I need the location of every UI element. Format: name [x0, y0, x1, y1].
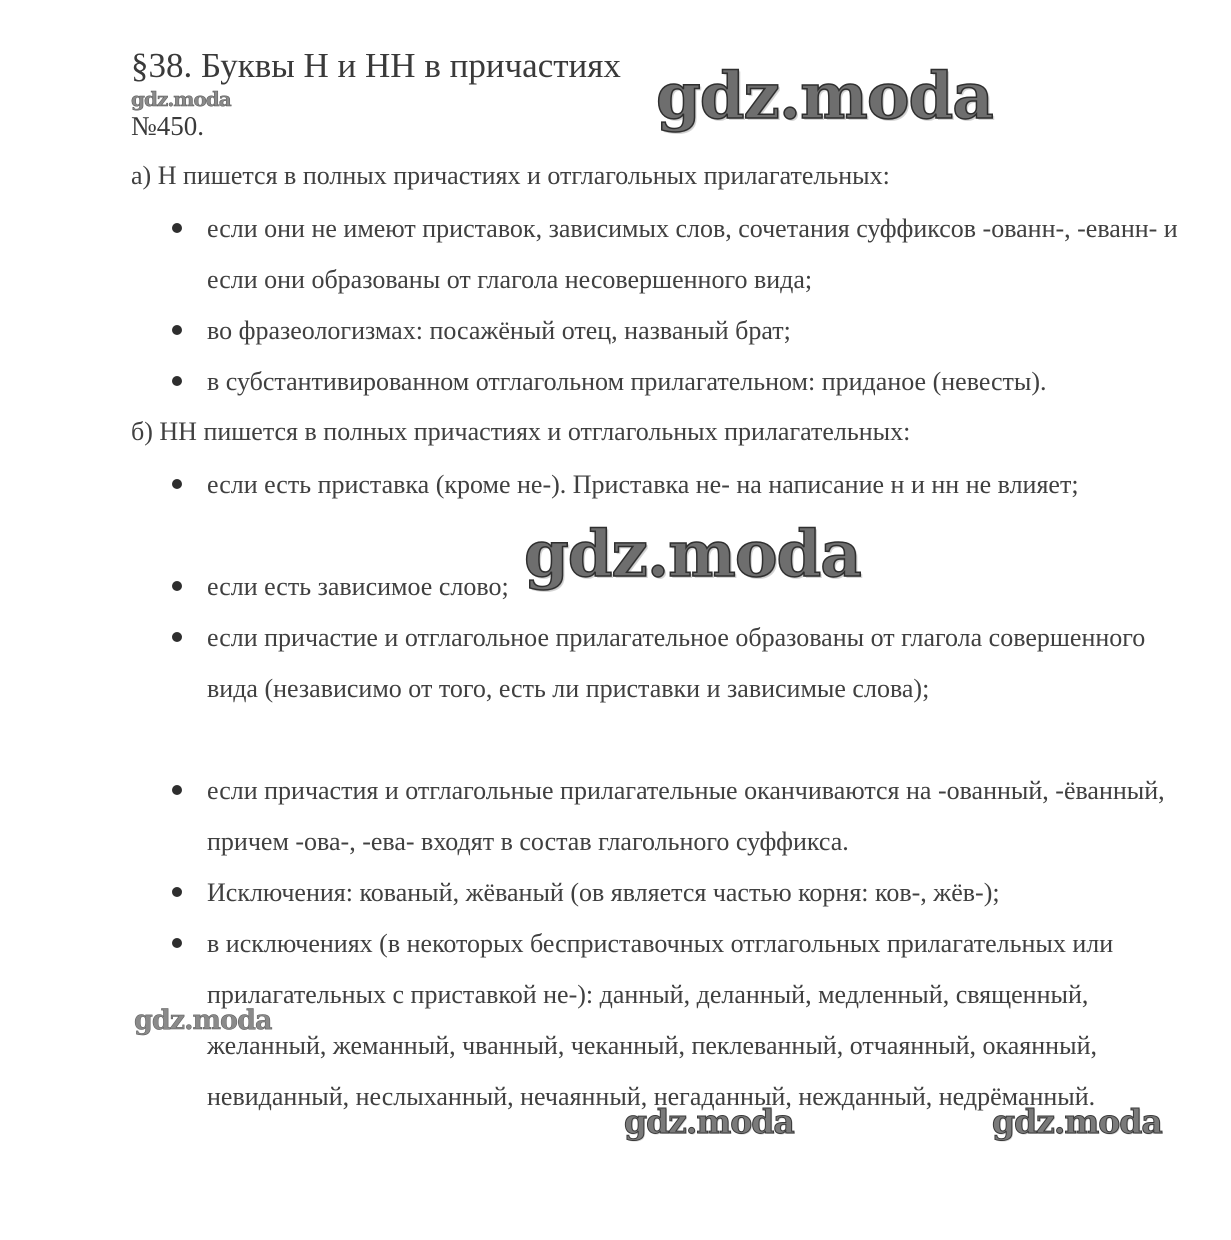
watermark-top-small: gdz.moda	[131, 87, 231, 111]
list-item-text: если причастия и отглагольные прилагательные оканчиваются на -ованный, -ёванный, причем -ова-, -ева- входят в состав глагольного суффикса.	[207, 776, 1165, 856]
section-b-heading: б) НН пишется в полных причастиях и отглагольных прилагательных:	[131, 417, 911, 446]
bullet-icon	[172, 785, 182, 795]
section-a-heading: а) Н пишется в полных причастиях и отглагольных прилагательных:	[131, 161, 890, 190]
list-item-text: Исключения: кованый, жёваный (ов является частью корня: ков-, жёв-);	[207, 878, 1000, 907]
watermark-bottom-right: gdz.moda	[992, 1102, 1162, 1141]
bullet-icon	[172, 223, 182, 233]
list-item-text: во фразеологизмах: посажёный отец, названый брат;	[207, 316, 791, 345]
watermark-bottom-center: gdz.moda	[624, 1102, 794, 1141]
bullet-icon	[172, 581, 182, 591]
list-item-text: если есть зависимое слово;	[207, 572, 509, 601]
list-item-text: в исключениях (в некоторых бесприставочных отглагольных прилагательных или прилагательных с приставкой не-): данный, деланный, медленный, священный, желанный, жеманный, чванный, чеканный, пеклеванный, отчаянный, окаянный, невиданный, неслыханный, нечаянный, негаданный, нежданный, недрёманный.	[207, 929, 1114, 1111]
list-item-text: если есть приставка (кроме не-). Приставка не- на написание н и нн не влияет;	[207, 470, 1079, 499]
bullet-icon	[172, 887, 182, 897]
bullet-icon	[172, 632, 182, 642]
list-item-text: если они не имеют приставок, зависимых слов, сочетания суффиксов -ованн-, -еванн- и если они образованы от глагола несовершенного вида;	[207, 214, 1178, 294]
bullet-icon	[172, 376, 182, 386]
watermark-top-big: gdz.moda	[656, 59, 993, 134]
list-item-text: если причастие и отглагольное прилагательное образованы от глагола совершенного вида (независимо от того, есть ли приставки и зависимые слова);	[207, 623, 1146, 703]
bullet-icon	[172, 938, 182, 948]
task-number: №450.	[131, 111, 205, 141]
bullet-icon	[172, 479, 182, 489]
watermark-middle-big: gdz.moda	[524, 517, 861, 592]
watermark-left-small: gdz.moda	[134, 1005, 272, 1036]
page-title: §38. Буквы Н и НН в причастиях	[131, 46, 621, 85]
bullet-icon	[172, 325, 182, 335]
list-item-text: в субстантивированном отглагольном прилагательном: приданое (невесты).	[207, 367, 1047, 396]
